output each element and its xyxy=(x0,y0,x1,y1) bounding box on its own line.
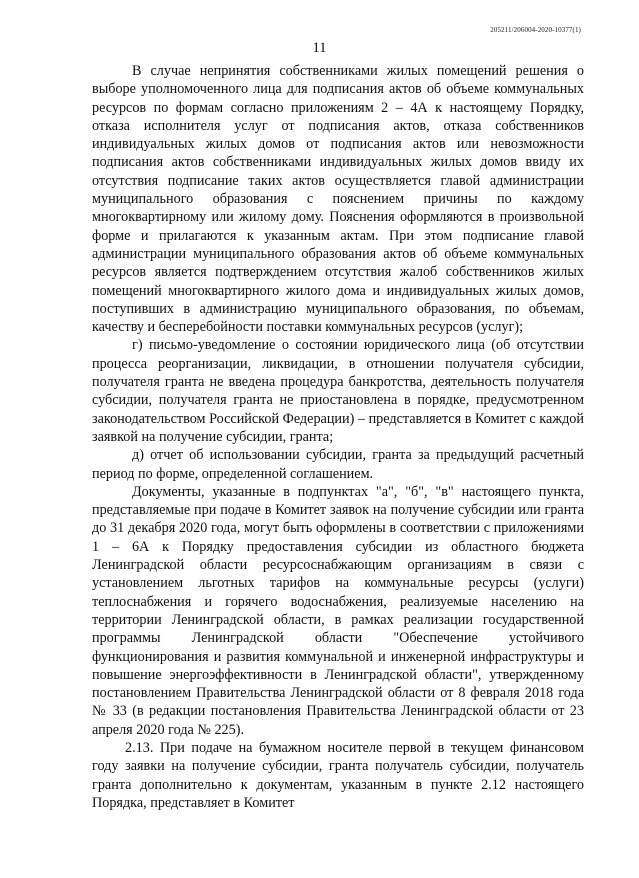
paragraph-2-13: 2.13. При подаче на бумажном носителе первой в текущем финансовом году заявки на получение субсидии, гранта получатель субсидии, получатель гранта дополнительно к документам, указанным в пункте 2.12 настоящего Порядка, представляет в Комитет xyxy=(92,739,584,811)
paragraph-refusal-acts: В случае непринятия собственниками жилых помещений решения о выборе уполномоченного лица для подписания актов об объеме коммунальных ресурсов по формам согласно приложениям 2 – 4А к настоящему Порядку, отказа исполнителя услуг от подписания актов, отказа собственников индивидуальных жилых домов от подписания актов или невозможности подписания актов собственниками индивидуальных жилых домов ввиду их отсутствия подписание таких актов осуществляется главой администрации муниципального образования с пояснением причины по каждому многоквартирному или жилому дому. Пояснения оформляются в произвольной форме и прилагаются к указанным актам. При этом подписание главой администрации муниципального образования актов об объеме коммунальных ресурсов является подтверждением отсутствия жалоб собственников жилых помещений многоквартирного жилого дома и индивидуальных жилых домов, поступивших в администрацию муниципального образования, по объемам, качеству и бесперебойности поставки коммунальных ресурсов (услуг); xyxy=(92,63,584,336)
paragraph-documents: Документы, указанные в подпунктах "а", "б", "в" настоящего пункта, представляемые при подаче в Комитет заявок на получение субсидии или гранта до 31 декабря 2020 года, могут быть оформлены в соответствии с приложениями 1 – 6А к Порядку предоставления субсидии из областного бюджета Ленинградской области ресурсоснабжающим организациям в связи с установлением льготных тарифов на коммунальные ресурсы (услуги) теплоснабжения и горячего водоснабжения, реализуемые населению на территории Ленинградской области, в рамках реализации государственной программы Ленинградской области "Обеспечение устойчивого функционирования и развития коммунальной и инженерной инфраструктуры и повышение энергоэффективности в Ленинградской области", утвержденному постановлением Правительства Ленинградской области от 8 февраля 2018 года № 33 (в редакции постановления Правительства Ленинградской области от 23 апреля 2020 года № 225). xyxy=(92,483,584,738)
document-body xyxy=(92,62,584,812)
paragraph-item-g: г) письмо-уведомление о состоянии юридического лица (об отсутствии процесса реорганизации, ликвидации, в отношении получателя субсидии, получателя гранта не введена процедура банкротства, деятельность получателя субсидии, получателя гранта не приостановлена в порядке, предусмотренном законодательством Российской Федерации) – представляется в Комитет с каждой заявкой на получение субсидии, гранта; xyxy=(92,337,584,445)
document-id: 205211/206004-2020-10377(1) xyxy=(490,26,581,34)
paragraph-item-d: д) отчет об использовании субсидии, гранта за предыдущий расчетный период по форме, определенной соглашением. xyxy=(92,447,584,482)
page-number: 11 xyxy=(312,40,327,56)
